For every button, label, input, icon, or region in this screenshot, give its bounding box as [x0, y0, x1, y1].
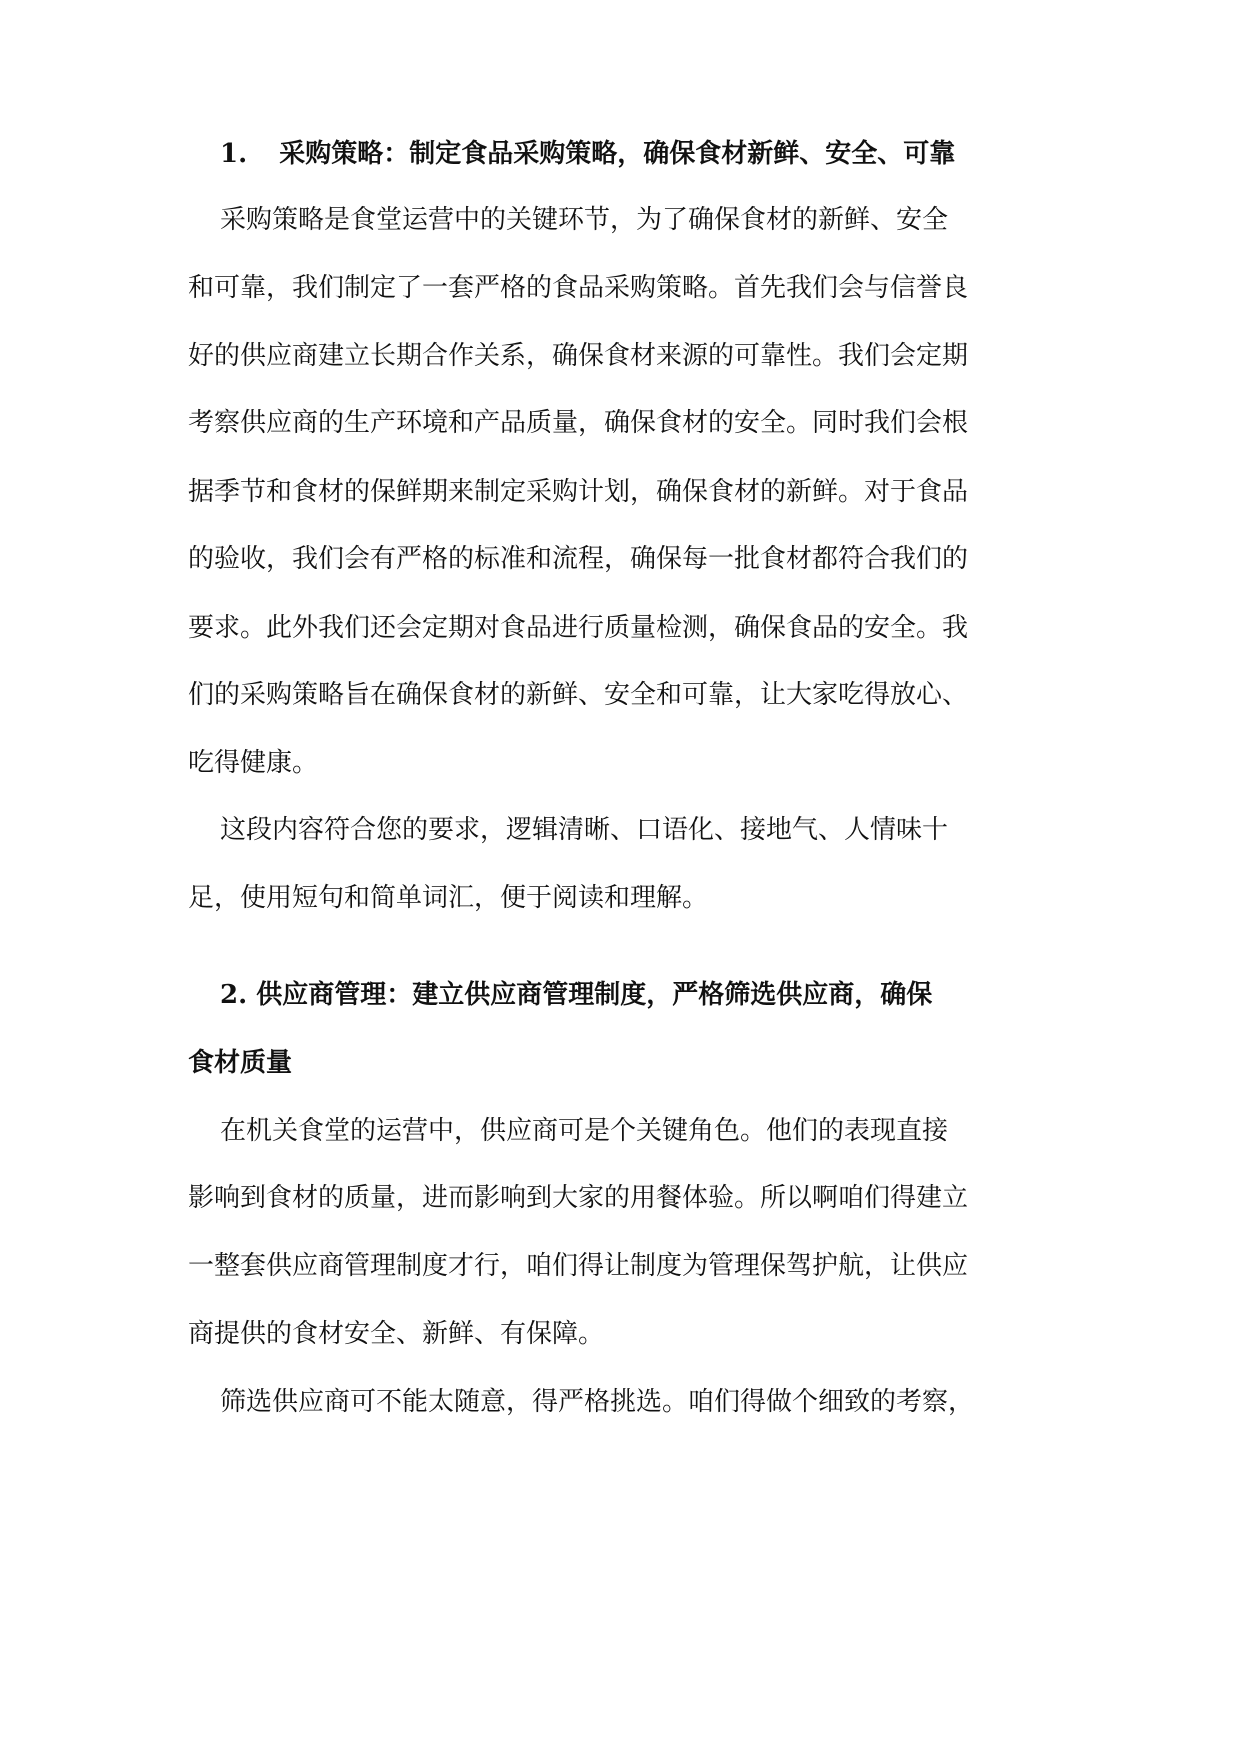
paragraph-line: 要求。此外我们还会定期对食品进行质量检测，确保食品的安全。我	[188, 613, 969, 643]
paragraph-line: 足，使用短句和简单词汇，便于阅读和理解。	[188, 883, 709, 913]
paragraph-line: 筛选供应商可不能太随意，得严格挑选。咱们得做个细致的考察，	[220, 1387, 975, 1417]
paragraph-line: 采购策略是食堂运营中的关键环节，为了确保食材的新鲜、安全	[220, 205, 949, 235]
paragraph-line: 们的采购策略旨在确保食材的新鲜、安全和可靠，让大家吃得放心、	[188, 680, 969, 710]
paragraph-line: 的验收，我们会有严格的标准和流程，确保每一批食材都符合我们的	[188, 544, 969, 574]
paragraph-line: 吃得健康。	[188, 748, 319, 778]
paragraph-line: 影响到食材的质量，进而影响到大家的用餐体验。所以啊咱们得建立	[188, 1183, 969, 1213]
paragraph-line: 这段内容符合您的要求，逻辑清晰、口语化、接地气、人情味十	[220, 815, 949, 845]
paragraph-line: 据季节和食材的保鲜期来制定采购计划，确保食材的新鲜。对于食品	[188, 477, 969, 507]
section-1-heading	[220, 134, 1120, 174]
paragraph-line: 考察供应商的生产环境和产品质量，确保食材的安全。同时我们会根	[188, 408, 969, 438]
paragraph-line: 一整套供应商管理制度才行，咱们得让制度为管理保驾护航，让供应	[188, 1251, 969, 1281]
paragraph-line: 在机关食堂的运营中，供应商可是个关键角色。他们的表现直接	[220, 1116, 949, 1146]
section-1-title: 采购策略：制定食品采购策略，确保食材新鲜、安全、可靠	[279, 139, 956, 169]
paragraph-line: 好的供应商建立长期合作关系，确保食材来源的可靠性。我们会定期	[188, 341, 969, 371]
section-2-heading-continued: 食材质量	[188, 1048, 293, 1078]
paragraph-line: 和可靠，我们制定了一套严格的食品采购策略。首先我们会与信誉良	[188, 273, 969, 303]
section-2-heading: 2. 供应商管理：建立供应商管理制度，严格筛选供应商，确保	[220, 980, 933, 1010]
section-1-number: 1.	[220, 139, 248, 169]
paragraph-line: 商提供的食材安全、新鲜、有保障。	[188, 1319, 605, 1349]
